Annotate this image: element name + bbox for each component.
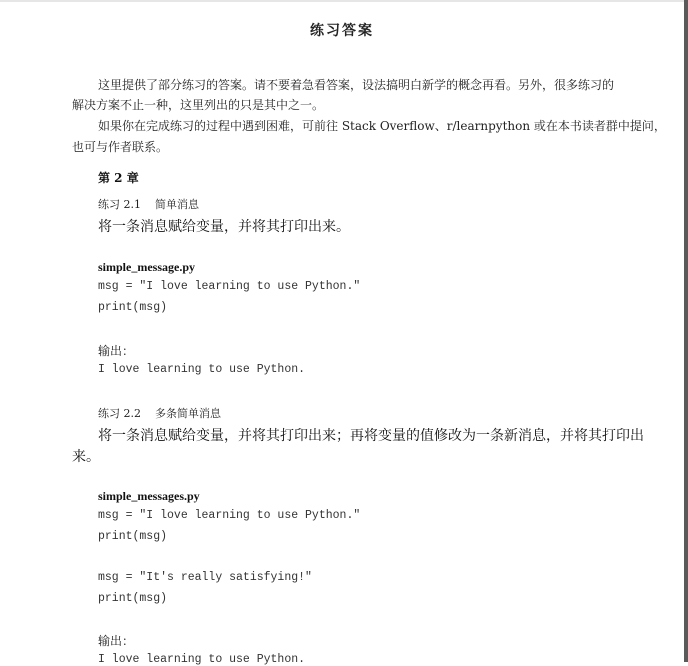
intro-paragraph-2-line-1: 如果你在完成练习的过程中遇到困难，可前往 Stack Overflow、r/learnpython 或在本书读者群中提问， [98, 119, 666, 133]
scrollbar[interactable] [684, 0, 688, 662]
exercise-number: 练习 2.2 [98, 407, 141, 420]
exercise-task-line-1: 将一条消息赋给变量，并将其打印出来；再将变量的值修改为一条新消息，并将其打印出 [98, 428, 644, 444]
page-title: 练习答案 [310, 23, 374, 39]
exercise-heading [98, 405, 221, 421]
exercise-name: 多条简单消息 [155, 407, 221, 420]
code-line: print(msg) [98, 592, 168, 605]
code-filename: simple_messages.py [98, 489, 200, 503]
intro-paragraph-1-line-2: 解决方案不止一种，这里列出的只是其中之一。 [72, 98, 325, 112]
code-line: print(msg) [98, 530, 168, 543]
output-label: 输出： [98, 344, 135, 358]
exercise-number: 练习 2.1 [98, 198, 141, 211]
intro-paragraph-2-line-2: 也可与作者联系。 [72, 140, 169, 154]
exercise-name: 简单消息 [155, 198, 199, 211]
chapter-heading: 第 2 章 [98, 171, 139, 185]
output-line: I love learning to use Python. [98, 653, 306, 666]
code-filename: simple_message.py [98, 260, 195, 274]
output-label: 输出： [98, 634, 135, 648]
exercise-task-line-2: 来。 [72, 449, 100, 465]
code-line: print(msg) [98, 301, 168, 314]
exercise-heading [98, 196, 199, 212]
output-line: I love learning to use Python. [98, 363, 306, 376]
code-line: msg = "It's really satisfying!" [98, 571, 312, 584]
intro-paragraph-1-line-1: 这里提供了部分练习的答案。请不要着急看答案，设法搞明白新学的概念再看。另外，很多练习的 [98, 78, 615, 92]
code-line: msg = "I love learning to use Python." [98, 280, 361, 293]
code-line: msg = "I love learning to use Python." [98, 509, 361, 522]
exercise-task: 将一条消息赋给变量，并将其打印出来。 [98, 219, 350, 235]
